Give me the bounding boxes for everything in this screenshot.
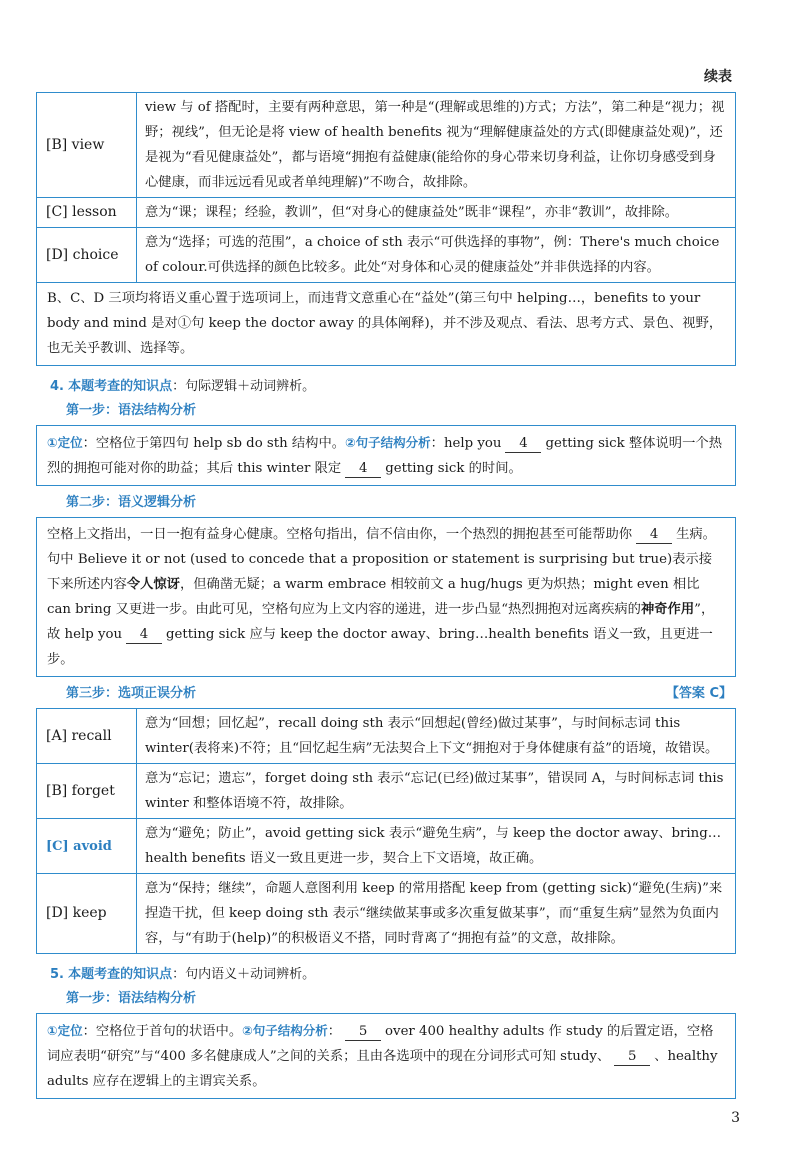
option-explanation: 意为“选择；可选的范围”，a choice of sth 表示“可供选择的事物”，例：There's much choice of colour.可供选择的颜色比较多。此处“对身体和心灵的健康益处”并非供选择的内容。 [137,228,736,283]
blank-4: 4 [505,436,541,453]
grammar-analysis-box [36,425,736,486]
step-heading [36,988,736,1010]
blank-4: 4 [636,527,672,544]
step-title: 第一步：语法结构分析 [66,991,197,1006]
structure-text: ： [327,1024,342,1039]
locate-label: ①定位 [47,435,83,450]
semantic-analysis-box [36,517,736,677]
structure-label: ②句子结构分析 [242,1023,328,1038]
option-explanation: 意为“回想；回忆起”，recall doing sth 表示“回想起(曾经)做过某事”，与时间标志词 this winter(表将来)不符；且“回忆起生病”无法契合上下文“拥抱对于身体健康有益”的语境，故错误。 [137,709,736,764]
structure-text: 、healthy adults 应存在逻辑上的主谓宾关系。 [47,1049,718,1089]
table-row [37,709,736,764]
structure-text: getting sick 整体说明一个热烈的拥抱可能对你的助益；其后 this winter 限定 [47,436,722,476]
step-heading [36,683,736,705]
analysis-text: getting sick 应与 keep the doctor away、bring…health benefits 语义一致，且更进一步。 [47,627,713,667]
blank-5: 5 [614,1049,650,1066]
locate-label: ①定位 [47,1023,83,1038]
question-4-heading [36,376,736,398]
locate-text: ：空格位于首句的状语中。 [82,1024,243,1039]
options-table-q3 [36,92,736,283]
option-label: [D] keep [37,874,137,954]
blank-4: 4 [126,627,162,644]
option-label: [B] view [37,93,137,198]
question-number: 4. [50,379,64,394]
emphasis-text: 令人惊讶 [126,577,180,592]
option-label: [C] lesson [37,198,137,228]
blank-5: 5 [345,1024,381,1041]
grammar-analysis-box [36,1013,736,1099]
question-topic-label: 本题考查的知识点 [68,967,173,982]
table-row [37,198,736,228]
page-number: 3 [731,1110,740,1126]
option-label: [D] choice [37,228,137,283]
analysis-text: 空格上文指出，一日一抱有益身心健康。空格句指出，信不信由你，一个热烈的拥抱甚至可能帮助你 [47,527,633,542]
option-label: [A] recall [37,709,137,764]
table-row [37,93,736,198]
question-5-heading [36,964,736,986]
structure-text: over 400 healthy adults 作 study 的后置定语，空格词应表明“研究”与“400 多名健康成人”之间的关系；且由各选项中的现在分词形式可知 study、 [47,1024,714,1064]
structure-text: getting sick 的时间。 [385,461,522,476]
option-explanation: 意为“忘记；遗忘”，forget doing sth 表示“忘记(已经)做过某事”，错误同 A，与时间标志词 this winter 和整体语境不符，故排除。 [137,764,736,819]
question-topic: ：句内语义＋动词辨析。 [172,967,316,982]
option-label: [B] forget [37,764,137,819]
step-heading [36,400,736,422]
correct-option-label: [C] avoid [37,819,137,874]
option-explanation: 意为“课；课程；经验，教训”，但“对身心的健康益处”既非“课程”，亦非“教训”，故排除。 [137,198,736,228]
table-summary: B、C、D 三项均将语义重心置于选项词上，而违背文意重心在“益处”(第三句中 helping…，benefits to your body and mind 是对①句 keep the doctor away 的具体阐释)，并不涉及观点、看法、思考方式、景色、视野，也无关乎教训、选择等。 [36,283,736,366]
locate-text: ：空格位于第四句 help sb do sth 结构中。 [82,436,346,451]
analysis-text: ，但确凿无疑；a warm embrace 相较前文 a hug/hugs 更为炽热；might even 相比 can bring 又更进一步。由此可见，空格句应为上文内容的递进，进一步凸显“热烈拥抱对远离疾病的 [47,577,700,617]
options-table-q4 [36,708,736,954]
structure-text: ：help you [430,436,502,451]
structure-label: ②句子结构分析 [345,435,431,450]
analysis-text: ”，故 help you [47,602,715,642]
step-title: 第三步：选项正误分析 [66,686,197,701]
table-row [37,228,736,283]
question-topic-label: 本题考查的知识点 [68,379,173,394]
step-title: 第一步：语法结构分析 [66,403,197,418]
table-row [37,819,736,874]
step-heading [36,492,736,514]
emphasis-text: 神奇作用 [640,602,695,617]
blank-4: 4 [345,461,381,478]
option-explanation: view 与 of 搭配时，主要有两种意思，第一种是“(理解或思维的)方式；方法”，第二种是“视力；视野；视线”，但无论是将 view of health benefits 视为“理解健康益处的方式(即健康益处观)”，还是视为“看见健康益处”，都与语境“拥抱有益健康(能给你的身心带来切身利益，让你切身感受到身心健康，而非远远看见或者单纯理解)”不吻合，故排除。 [137,93,736,198]
question-topic: ：句际逻辑＋动词辨析。 [172,379,316,394]
answer-label: 【答案 C】 [665,686,732,701]
page-content [36,92,736,1099]
table-row [37,764,736,819]
option-explanation: 意为“保持；继续”，命题人意图利用 keep 的常用搭配 keep from (getting sick)“避免(生病)”来捏造干扰，但 keep doing sth 表示“继续做某事或多次重复做某事”，而“重复生病”显然为负面内容，与“有助于(help)”的积极语义不搭，同时背离了“拥抱有益”的文意，故排除。 [137,874,736,954]
table-row [37,874,736,954]
continued-table-label: 续表 [704,69,732,85]
analysis-text: 生病。句中 Believe it or not (used to concede that a proposition or statement is surprising but true)表示接下来所述内容 [47,527,716,592]
option-explanation: 意为“避免；防止”，avoid getting sick 表示“避免生病”，与 keep the doctor away、bring…health benefits 语义一致且更进一步，契合上下文语境，故正确。 [137,819,736,874]
question-number: 5. [50,967,64,982]
step-title: 第二步：语义逻辑分析 [66,495,197,510]
